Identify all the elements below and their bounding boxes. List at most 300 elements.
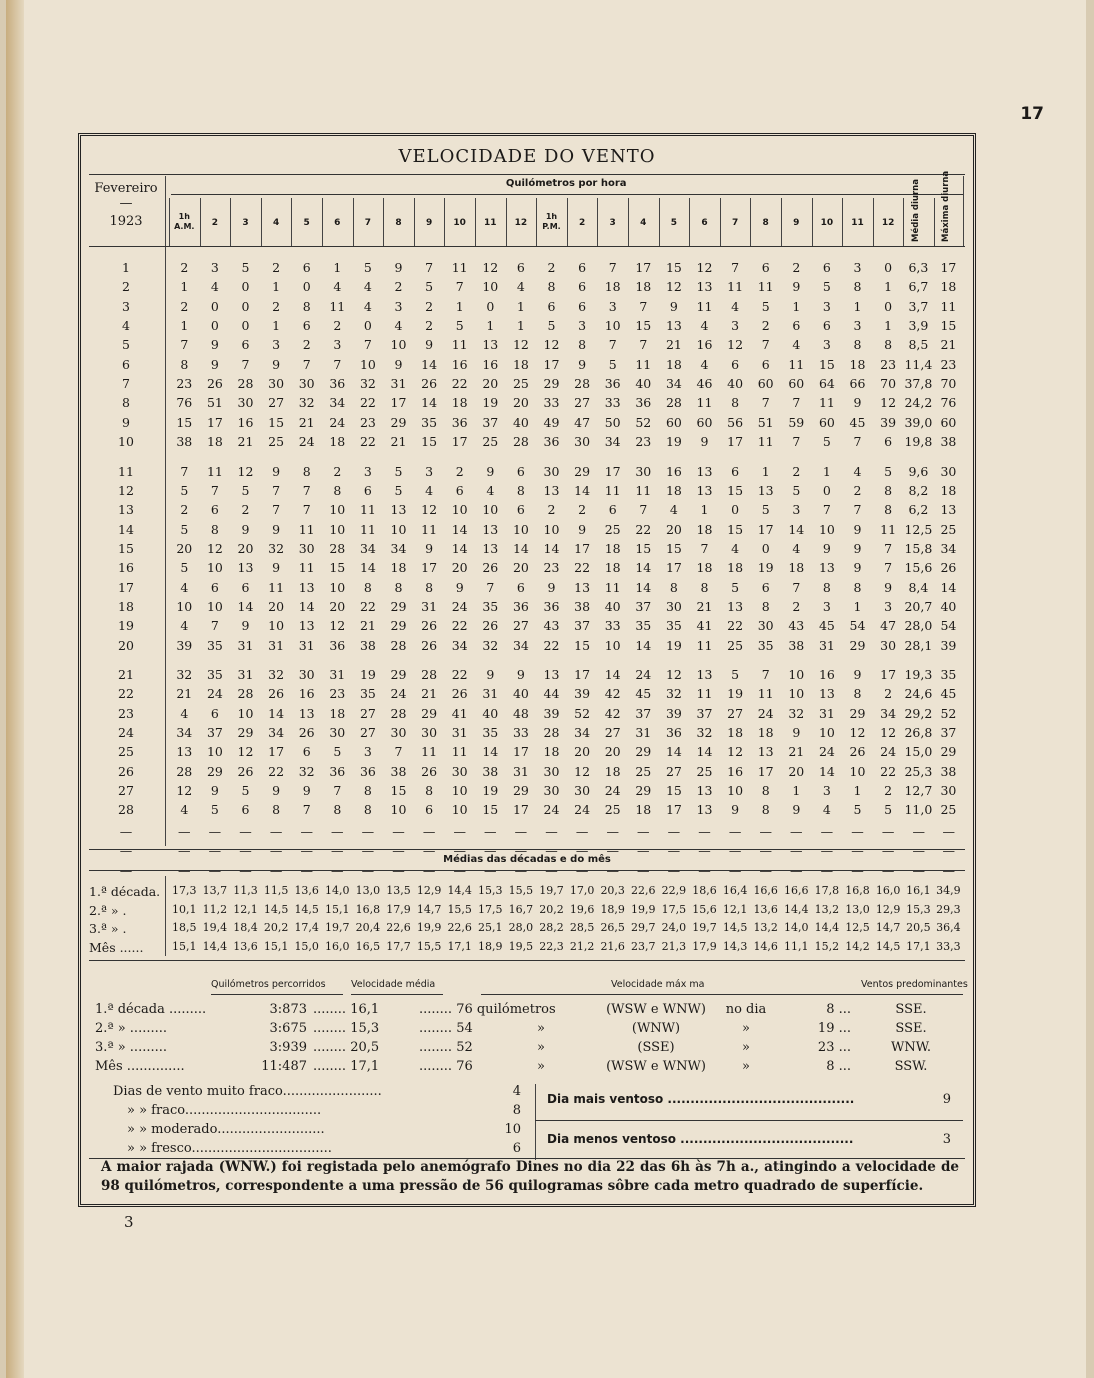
hour-header: 9: [793, 218, 800, 228]
table-cell: 13: [696, 802, 713, 818]
table-cell: 18: [727, 560, 744, 576]
summary-row-nodia: »: [742, 1040, 750, 1055]
table-cell: 7: [608, 260, 617, 275]
table-cell: 23: [329, 686, 346, 702]
footer-number: 3: [124, 1213, 134, 1231]
table-cell: 5: [884, 802, 893, 818]
table-row-day: 16: [118, 560, 134, 576]
table-cell: 15: [665, 783, 682, 799]
table-cell: 2: [547, 260, 556, 275]
column-rule: [934, 198, 935, 246]
table-cell: 29: [206, 763, 223, 779]
table-cell: 9: [425, 540, 434, 556]
table-cell: 13: [298, 579, 315, 595]
table-cell: 2: [792, 260, 801, 275]
table-cell: 31: [451, 725, 468, 741]
empty-row-cell: —: [759, 823, 772, 839]
decade-label: 1.ª década.: [89, 884, 161, 899]
table-cell: 10: [849, 763, 866, 779]
table-cell-media: 3,7: [908, 298, 929, 314]
table-cell: 36: [543, 598, 560, 614]
table-cell: 23: [635, 434, 652, 450]
table-cell: 14: [574, 482, 591, 498]
hour-header: 3: [242, 218, 249, 228]
table-cell: 9: [425, 337, 434, 353]
table-cell-media: 28,1: [904, 637, 933, 653]
table-cell: 22: [451, 618, 468, 634]
hour-header: 5: [303, 218, 310, 228]
table-cell: 9: [272, 356, 281, 372]
table-cell: 56: [727, 414, 744, 430]
table-cell: 15: [727, 521, 744, 537]
table-cell: 30: [574, 783, 591, 799]
table-cell: 13: [757, 744, 774, 760]
table-cell: 24: [604, 783, 621, 799]
table-cell: 38: [390, 763, 407, 779]
table-cell: 25: [482, 434, 499, 450]
table-cell: 9: [853, 521, 862, 537]
table-cell: 5: [761, 502, 770, 518]
summary-row-dir: (WSW e WNW): [606, 1002, 706, 1017]
table-cell: 30: [298, 540, 315, 556]
decade-cell: 16,0: [875, 884, 901, 897]
table-cell: 28: [421, 667, 438, 682]
table-cell: 2: [792, 463, 801, 479]
table-row-day: 12: [118, 482, 134, 498]
table-cell: 6: [241, 337, 250, 353]
decade-col-rule: [165, 876, 166, 956]
table-cell: 38: [176, 434, 193, 450]
table-cell: 31: [298, 637, 315, 653]
empty-row-cell: —: [881, 843, 895, 859]
table-cell: 11: [818, 395, 835, 411]
table-cell-media: 12,5: [904, 521, 933, 537]
table-cell: 18: [604, 279, 621, 295]
table-cell: 29: [849, 637, 866, 653]
table-cell: 40: [512, 414, 529, 430]
table-cell: 21: [390, 434, 407, 450]
table-cell-media: 28,0: [904, 618, 933, 634]
table-cell: 18: [757, 725, 774, 741]
table-cell: 39: [665, 705, 682, 721]
table-cell: 4: [210, 279, 219, 295]
table-cell: 36: [512, 598, 529, 614]
decade-cell: 14,5: [722, 921, 748, 934]
table-cell-media: 11,4: [904, 356, 933, 372]
table-cell: 0: [241, 298, 250, 314]
table-cell: 2: [425, 318, 434, 334]
table-cell-media: 25,3: [904, 763, 933, 779]
calmest-day-value: 3: [942, 1132, 951, 1147]
summary-row-dir: (WNW): [631, 1021, 681, 1036]
table-cell: 33: [604, 618, 621, 634]
table-cell: 70: [880, 376, 897, 392]
table-cell: 8: [578, 337, 587, 353]
decade-cell: 20,4: [355, 921, 381, 934]
table-cell: 8: [700, 579, 709, 595]
table-cell: 4: [516, 279, 525, 295]
table-cell: 25: [604, 521, 621, 537]
table-cell: 11: [757, 434, 774, 450]
table-cell: 26: [206, 376, 223, 392]
table-cell: 40: [512, 686, 529, 702]
decade-cell: 14,4: [814, 921, 840, 934]
table-cell: 28: [390, 637, 407, 653]
table-cell: 10: [206, 744, 223, 760]
summary-header-rule-2: [351, 994, 443, 995]
table-cell: 17: [574, 540, 591, 556]
table-cell: 2: [333, 463, 342, 479]
table-cell: 14: [451, 521, 468, 537]
table-cell: 29: [849, 705, 866, 721]
table-cell: 13: [727, 598, 744, 614]
summary-row-dia: 8 ...: [826, 1002, 851, 1017]
table-row-day: 9: [122, 414, 130, 430]
table-cell: 28: [237, 376, 254, 392]
table-cell: 1: [792, 783, 801, 799]
table-cell: 2: [272, 260, 281, 275]
empty-row-cell: —: [361, 823, 375, 839]
table-cell: 3: [822, 598, 831, 614]
empty-row-cell: —: [484, 862, 497, 878]
table-cell: 25: [696, 763, 713, 779]
table-cell: 1: [700, 502, 709, 518]
table-cell: 31: [329, 667, 346, 682]
table-cell: 19: [359, 667, 376, 682]
table-cell: 34: [390, 540, 407, 556]
empty-row-cell: —: [514, 862, 528, 878]
table-cell: 7: [180, 337, 189, 353]
summary-row-km: 3:675: [269, 1021, 307, 1036]
table-cell: 10: [329, 502, 346, 518]
empty-row-cell: —: [851, 823, 864, 839]
table-cell-media: 15,0: [904, 744, 933, 760]
table-cell-max: 40: [940, 598, 957, 614]
table-cell: 35: [206, 667, 223, 682]
table-cell: 21: [788, 744, 805, 760]
table-cell: 9: [853, 560, 862, 576]
table-cell: 11: [696, 395, 713, 411]
empty-row-cell: —: [484, 843, 497, 859]
empty-row-cell: —: [820, 843, 834, 859]
table-cell-max: 37: [940, 725, 957, 741]
table-cell: 29: [390, 414, 407, 430]
decade-cell: 16,6: [753, 884, 778, 897]
table-row-day: 1: [122, 260, 130, 275]
empty-row-cell: —: [178, 862, 191, 878]
table-cell: 11: [451, 337, 468, 353]
table-cell: 7: [884, 560, 893, 576]
decade-cell: 12,1: [233, 902, 258, 916]
table-cell: 35: [206, 637, 223, 653]
table-cell: 11: [696, 637, 713, 653]
table-cell: 6: [884, 434, 893, 450]
empty-row-cell: —: [392, 823, 405, 839]
hour-header: 12: [514, 218, 528, 228]
table-row-day: 26: [118, 763, 134, 779]
table-cell: 14: [665, 744, 682, 760]
table-cell-max: 76: [940, 395, 957, 411]
table-cell: 7: [792, 395, 801, 411]
table-cell: 2: [884, 686, 893, 702]
summary-row-km: 3:873: [269, 1002, 307, 1017]
table-cell: 15: [390, 783, 407, 799]
table-cell: 35: [757, 637, 774, 653]
table-cell-media: 6,7: [908, 279, 929, 295]
table-cell: 10: [451, 783, 468, 799]
table-cell: 13: [818, 560, 835, 576]
table-cell: 20: [268, 598, 285, 614]
summary-row-pred: SSE.: [895, 1021, 927, 1036]
table-cell: 13: [696, 279, 713, 295]
table-cell: 16: [818, 667, 835, 682]
table-cell: 18: [635, 279, 652, 295]
empty-row-cell: —: [575, 823, 589, 839]
table-cell: 7: [639, 337, 648, 353]
table-cell: 13: [696, 463, 713, 479]
table-cell: 22: [635, 521, 652, 537]
table-cell: 24: [574, 802, 591, 818]
table-cell: 20: [482, 376, 499, 392]
table-row-day: 2: [122, 279, 130, 295]
table-cell: 18: [604, 560, 621, 576]
title-rule: [89, 174, 965, 175]
table-cell: 6: [455, 482, 464, 498]
decade-cell: 18,9: [600, 902, 625, 916]
table-cell: 20: [451, 560, 468, 576]
table-cell: 1: [272, 279, 281, 295]
table-cell: 21: [237, 434, 254, 450]
table-cell: 17: [451, 434, 468, 450]
table-cell: 14: [421, 395, 438, 411]
decade-cell: 28,2: [539, 921, 564, 934]
table-cell-max: 39: [940, 637, 957, 653]
decade-cell: 26,5: [600, 921, 625, 934]
table-cell: 14: [421, 356, 438, 372]
table-cell-max: 30: [940, 463, 957, 479]
table-cell-max: 18: [940, 482, 957, 498]
table-cell: 19: [727, 686, 744, 702]
table-cell: 11: [206, 463, 223, 479]
table-cell: 2: [241, 502, 250, 518]
table-row-day: 4: [122, 318, 130, 334]
hour-header: 1h P.M.: [542, 212, 561, 231]
empty-row-cell: —: [851, 862, 864, 878]
table-cell: 13: [390, 502, 407, 518]
table-cell: 29: [237, 725, 254, 741]
table-cell: 40: [604, 598, 621, 614]
table-row-day: 13: [118, 502, 134, 518]
table-cell: 9: [669, 298, 678, 314]
table-cell: 28: [329, 540, 346, 556]
table-cell: 36: [604, 376, 621, 392]
table-cell: 5: [608, 356, 617, 372]
table-cell-max: 11: [940, 298, 957, 314]
decade-cell: 28,0: [508, 921, 534, 934]
decade-cell: 15,5: [416, 939, 442, 953]
table-cell: 3: [333, 337, 342, 353]
decade-cell: 19,9: [631, 902, 656, 916]
empty-row-cell: —: [667, 823, 681, 839]
table-cell: 6: [822, 318, 831, 334]
table-cell: 24: [206, 686, 223, 702]
table-cell: 2: [272, 298, 281, 314]
table-cell: 7: [455, 279, 464, 295]
table-cell: 3: [731, 318, 740, 334]
decade-max: 29,3: [936, 902, 961, 916]
table-cell: 18: [451, 395, 468, 411]
decade-cell: 11,5: [263, 884, 289, 897]
table-cell: 4: [853, 463, 862, 479]
table-cell: 34: [329, 395, 346, 411]
table-cell: 13: [574, 579, 591, 595]
table-cell: 11: [757, 279, 774, 295]
table-cell: 19: [482, 395, 499, 411]
table-cell: 9: [394, 356, 403, 372]
table-cell: 30: [390, 725, 407, 741]
table-cell: 15: [818, 356, 835, 372]
summary-row-dia: 19 ...: [817, 1021, 851, 1036]
table-cell: 45: [635, 686, 652, 702]
decade-max: 33,3: [936, 939, 961, 953]
table-cell: 1: [455, 298, 464, 314]
empty-row-cell: —: [790, 862, 803, 878]
table-cell: 15: [635, 318, 652, 334]
table-cell: 7: [333, 356, 342, 372]
table-cell: 6: [761, 579, 770, 595]
table-cell: 18: [206, 434, 223, 450]
table-cell: 36: [329, 376, 346, 392]
table-cell: 18: [512, 356, 529, 372]
table-cell: 2: [884, 783, 893, 799]
empty-row-cell: —: [790, 843, 803, 859]
table-row-day: 11: [118, 463, 134, 479]
gust-note: A maior rajada (WNW.) foi registada pelo anemógrafo Dines no dia 22 das 6h às 7h a., atingindo a velocidade de 98 quilómetros, correspondente a uma pressão de 56 quilogramas sôbre cada metro quadrado de superfície.: [101, 1159, 959, 1194]
table-cell: 11: [604, 579, 621, 595]
table-cell: 34: [665, 376, 682, 392]
table-cell: 17: [206, 414, 223, 430]
hour-header: 6: [334, 218, 341, 228]
empty-row-cell: —: [637, 843, 650, 859]
table-cell: 5: [547, 318, 556, 334]
hour-header: 2: [211, 218, 219, 228]
table-cell: 20: [604, 744, 621, 760]
table-cell: 10: [727, 783, 744, 799]
table-cell: 31: [818, 637, 835, 653]
table-cell: 9: [700, 434, 709, 450]
table-cell: 35: [635, 618, 652, 634]
table-cell: 7: [394, 744, 403, 760]
table-cell: 8: [363, 783, 372, 799]
summary-row-pred: SSW.: [894, 1059, 928, 1074]
table-cell: 8: [547, 279, 556, 295]
table-cell: 24: [298, 434, 315, 450]
table-cell: 47: [880, 618, 897, 634]
table-cell: 29: [635, 783, 652, 799]
summary-row-label: 2.ª » .........: [95, 1021, 167, 1036]
table-cell: 6: [516, 579, 525, 595]
empty-row-cell: —: [942, 843, 955, 859]
table-cell: 0: [731, 502, 740, 518]
table-cell: 22: [880, 763, 897, 779]
windiest-day-value: 9: [942, 1092, 951, 1107]
table-cell: 32: [665, 686, 682, 702]
decade-top-rule: [89, 849, 965, 850]
table-cell: 6: [516, 260, 525, 275]
table-cell: 9: [853, 540, 862, 556]
table-cell: 6: [761, 356, 770, 372]
summary-row-label: 3.ª » .........: [95, 1040, 167, 1055]
table-cell: 22: [359, 598, 376, 614]
decade-cell: 28,5: [569, 921, 595, 934]
table-cell: 6: [516, 502, 525, 518]
table-cell: 11: [880, 521, 897, 537]
wind-days-label: » » fresco..................................: [127, 1141, 332, 1156]
table-cell: 3: [578, 318, 587, 334]
table-cell: 5: [180, 560, 189, 576]
table-cell: 29: [512, 783, 529, 799]
table-cell-max: 52: [940, 705, 957, 721]
table-cell: 32: [268, 540, 285, 556]
table-cell: 3: [272, 337, 281, 353]
table-cell-media: 6,3: [908, 260, 929, 275]
empty-row-cell: —: [790, 823, 803, 839]
table-cell: 28: [665, 395, 682, 411]
table-cell: 5: [425, 279, 434, 295]
table-cell: 18: [849, 356, 866, 372]
table-cell: 14: [818, 763, 835, 779]
table-cell: 5: [792, 482, 801, 498]
table-cell: 7: [853, 434, 862, 450]
table-cell: 3: [363, 744, 372, 760]
table-cell: 3: [363, 463, 372, 479]
table-cell: 10: [329, 579, 346, 595]
decade-cell: 22,3: [539, 939, 564, 953]
table-cell: 23: [359, 414, 376, 430]
table-cell: 33: [604, 395, 621, 411]
decade-cell: 16,8: [355, 902, 381, 916]
table-cell: 26: [849, 744, 866, 760]
table-cell: 14: [788, 521, 805, 537]
table-cell: 10: [237, 705, 254, 721]
table-cell: 26: [268, 686, 285, 702]
table-cell: 10: [329, 521, 346, 537]
table-cell: 14: [451, 540, 468, 556]
table-cell: 3: [608, 298, 617, 314]
table-cell: 9: [578, 356, 587, 372]
decade-cell: 15,2: [814, 939, 840, 953]
table-cell-media: 9,6: [908, 463, 929, 479]
table-cell: 16: [665, 463, 682, 479]
empty-row-cell: —: [331, 843, 344, 859]
decade-cell: 13,5: [386, 884, 411, 897]
table-cell: 8: [363, 802, 372, 818]
table-cell: 4: [792, 337, 801, 353]
empty-row-cell: —: [331, 823, 344, 839]
table-cell: 12: [206, 540, 223, 556]
table-cell: 4: [731, 298, 740, 314]
table-cell: 24: [329, 414, 346, 430]
table-cell: 20: [329, 598, 346, 614]
table-cell: 3: [853, 318, 862, 334]
summary-row-vel: ........ 16,1: [313, 1002, 380, 1017]
decade-label: Mês ......: [89, 939, 144, 955]
table-cell: 32: [482, 637, 499, 653]
table-cell: 31: [237, 637, 254, 653]
table-cell: 29: [543, 376, 560, 392]
table-cell: 16: [451, 356, 468, 372]
table-cell: 7: [608, 337, 617, 353]
